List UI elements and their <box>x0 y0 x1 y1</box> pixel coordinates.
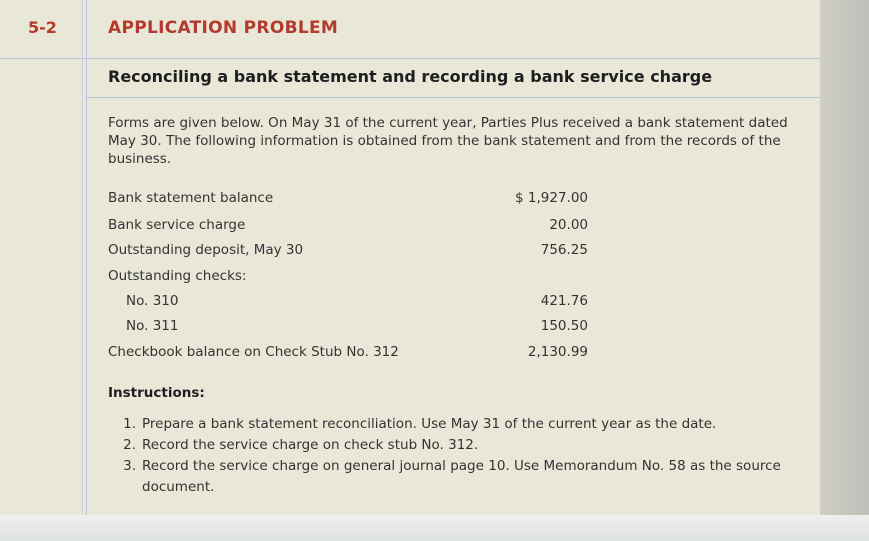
row-value: 150.50 <box>540 318 588 334</box>
row-value: $ 1,927.00 <box>515 190 588 206</box>
list-item <box>108 414 798 435</box>
row-value: 756.25 <box>540 242 588 258</box>
data-row <box>108 293 588 313</box>
step-text: Prepare a bank statement reconciliation. Use May 31 of the current year as the date. <box>142 416 717 432</box>
row-label: Bank service charge <box>108 217 246 233</box>
intro-paragraph: Forms are given below. On May 31 of the current year, Parties Plus received a bank statement dated May 30. The following information is obtained from the bank statement and from the records of the business. <box>108 115 788 167</box>
subtitle-divider <box>86 97 820 98</box>
step-number: 3. <box>123 458 136 474</box>
data-row <box>108 344 588 364</box>
row-label: Outstanding deposit, May 30 <box>108 242 304 258</box>
row-label: Bank statement balance <box>108 190 274 206</box>
instructions-list <box>108 414 798 498</box>
data-row <box>108 318 588 338</box>
left-margin-column <box>0 0 87 515</box>
problem-subtitle: Reconciling a bank statement and recording a bank service charge <box>108 67 713 86</box>
row-label: Outstanding checks: <box>108 268 247 284</box>
data-row <box>108 217 588 237</box>
data-row <box>108 190 588 210</box>
data-row <box>108 268 588 288</box>
row-value: 421.76 <box>540 293 588 309</box>
row-label: Checkbook balance on Check Stub No. 312 <box>108 344 399 360</box>
step-number: 1. <box>123 416 136 432</box>
margin-divider <box>82 0 83 515</box>
step-text: Record the service charge on general journal page 10. Use Memorandum No. 58 as the source document. <box>142 458 781 495</box>
list-item <box>108 456 798 498</box>
background-edge-bottom <box>0 515 869 541</box>
header-divider <box>0 58 820 59</box>
row-label: No. 311 <box>126 318 179 334</box>
data-row <box>108 242 588 262</box>
list-item <box>108 435 798 456</box>
row-value: 2,130.99 <box>527 344 588 360</box>
step-text: Record the service charge on check stub No. 312. <box>142 437 479 453</box>
problem-title: APPLICATION PROBLEM <box>108 18 339 38</box>
step-number: 2. <box>123 437 136 453</box>
row-value: 20.00 <box>549 217 588 233</box>
row-label: No. 310 <box>126 293 179 309</box>
problem-number: 5-2 <box>28 18 57 37</box>
instructions-heading: Instructions: <box>108 385 205 401</box>
background-edge-right <box>820 0 869 515</box>
